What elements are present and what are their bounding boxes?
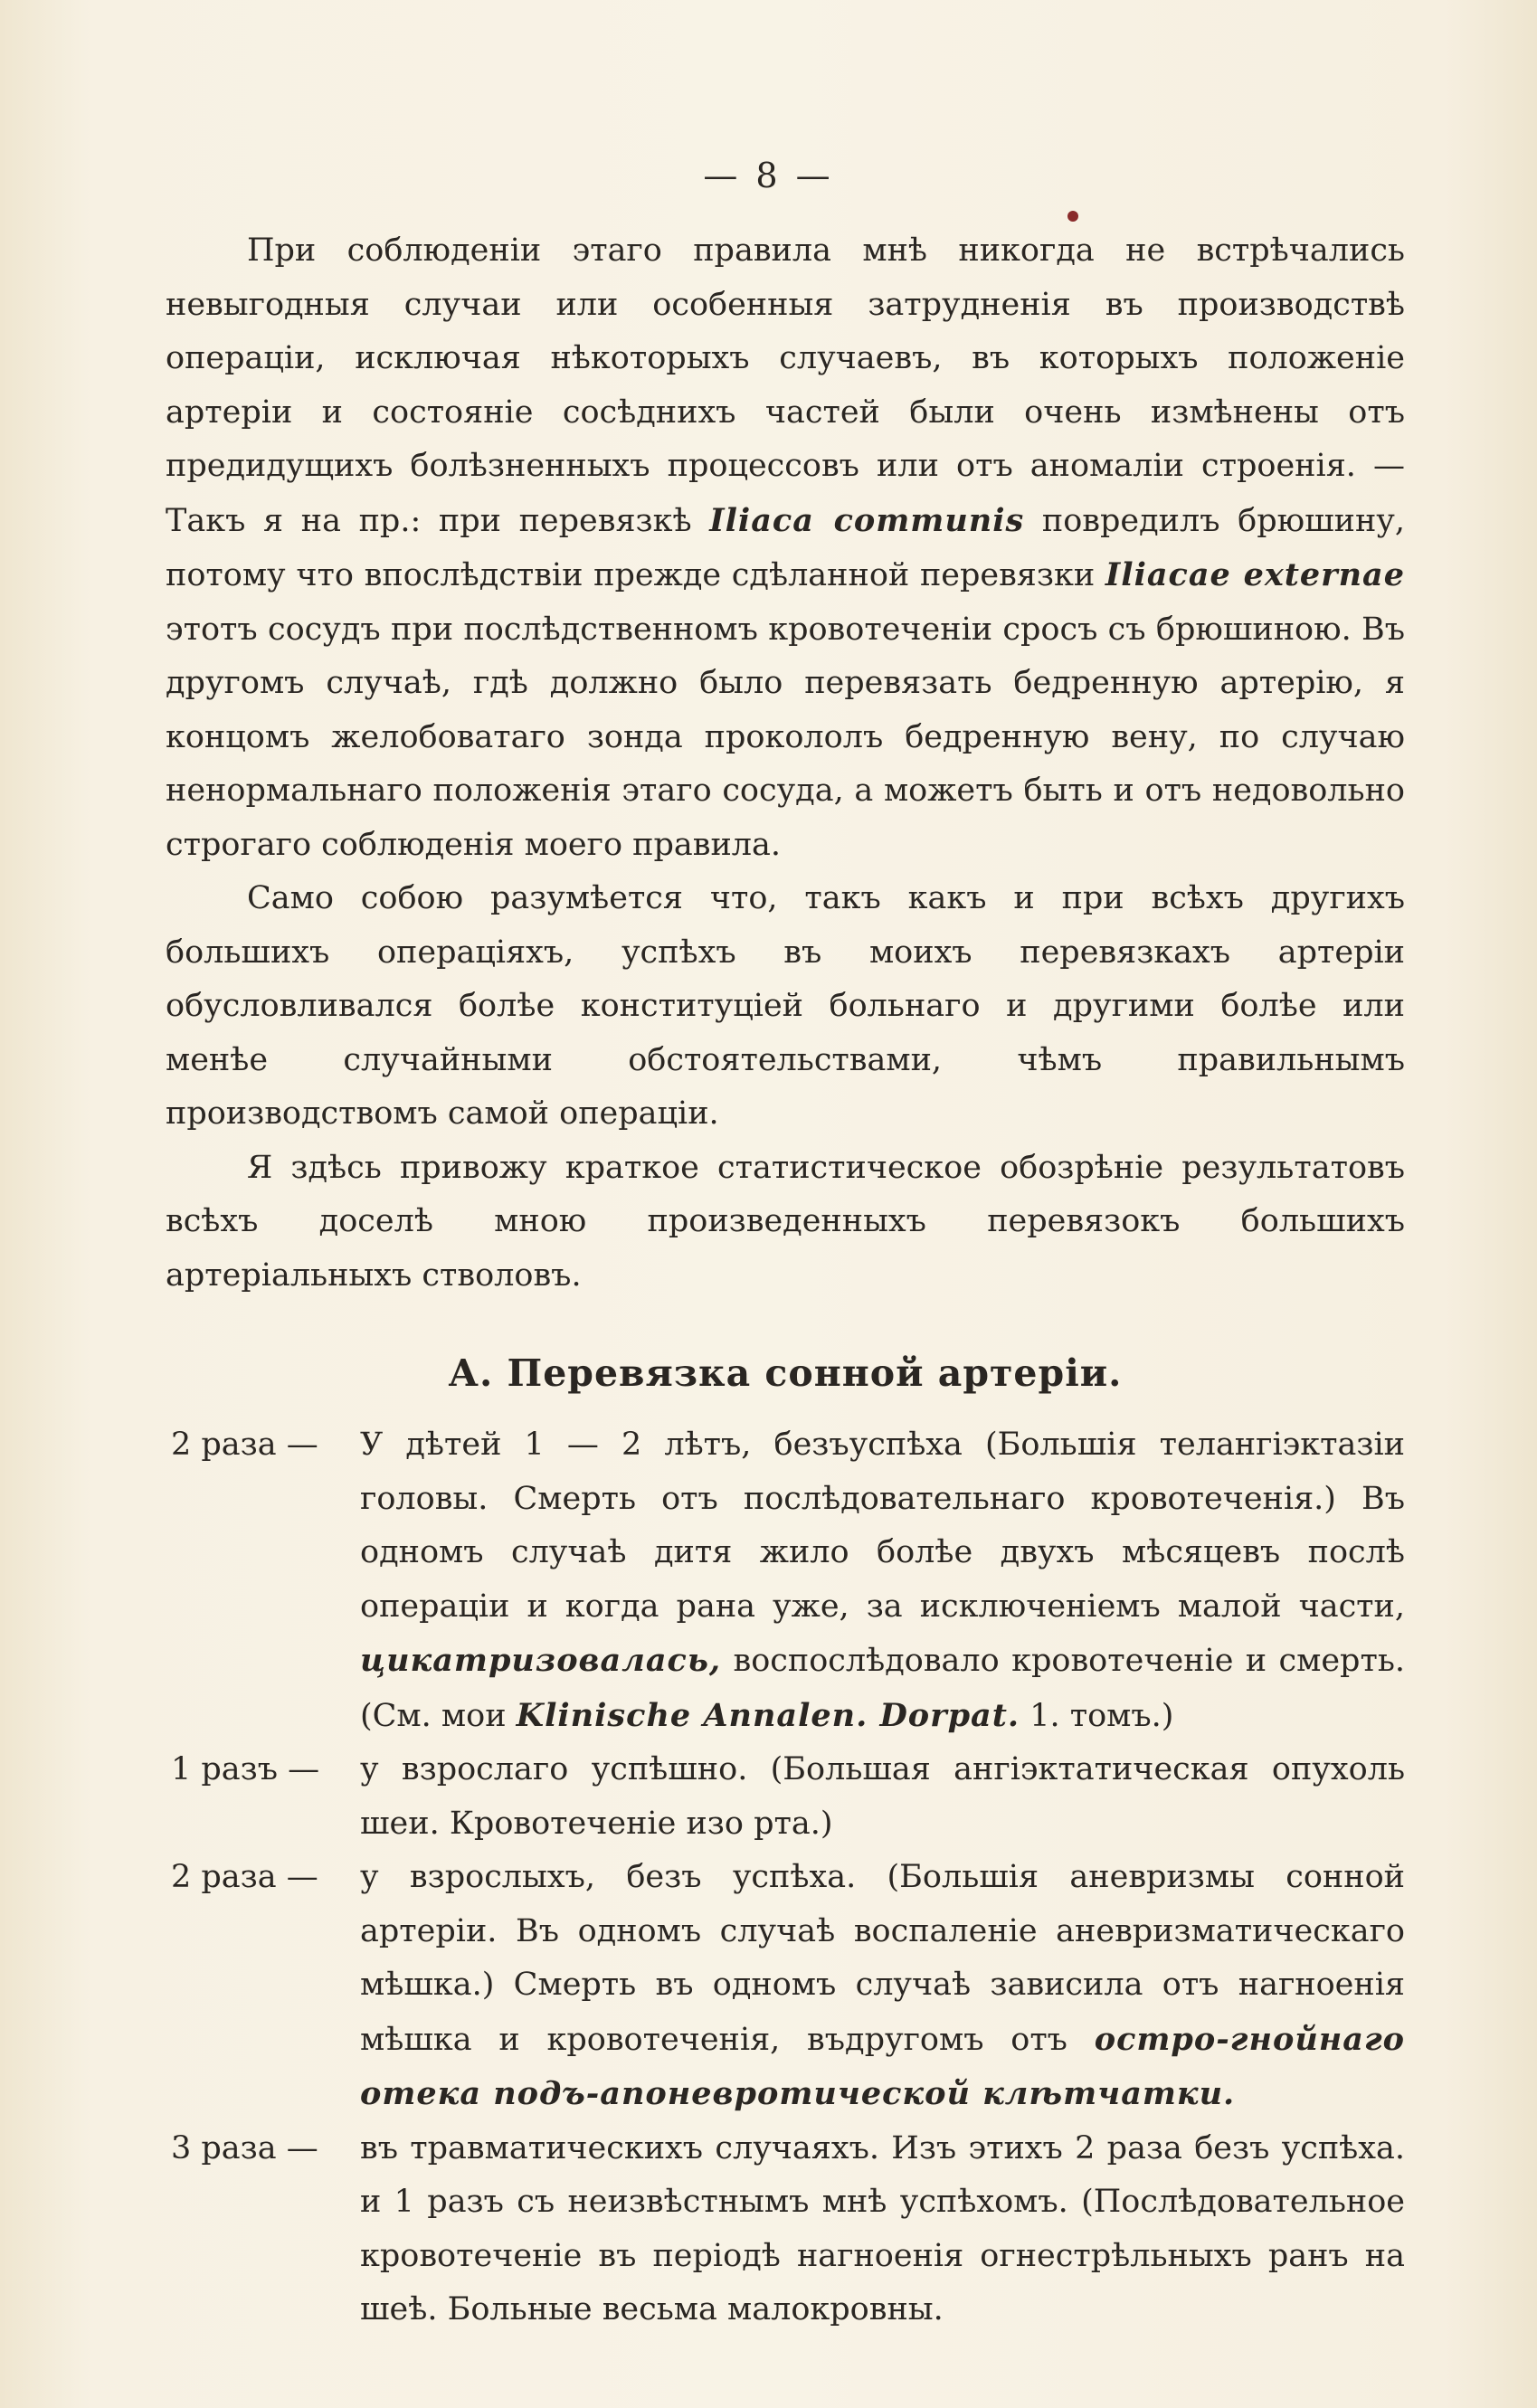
paragraph-2: Само собою разумѣется что, такъ какъ и при всѣхъ другихъ большихъ операціяхъ, успѣхъ въ моихъ перевязкахъ артеріи обусловливался болѣе конституціей больнаго и другими болѣе или менѣе случайными обстоятельствами, чѣмъ правильнымъ производствомъ самой операціи.: [166, 880, 1405, 1132]
emphasized-term: остро-гнойнаго отека подъ-апоневротической клѣтчатки.: [360, 2020, 1405, 2112]
entry-text: у взрослыхъ, безъ успѣха. (Большія аневризмы сонной артеріи. Въ одномъ случаѣ воспаленіе аневризматическаго мѣшка.) Смерть въ одномъ случаѣ зависила отъ нагноенія мѣшка и кровотеченія, въдругомъ отъ: [360, 1859, 1405, 2058]
paragraph-text: При соблюденіи этаго правила мнѣ никогда не встрѣчались невыгодныя случаи или особенныя затрудненія въ производствѣ операціи, исключая нѣкоторыхъ случаевъ, въ которыхъ положеніе артеріи и состояніе сосѣднихъ частей были очень измѣнены отъ предидущихъ болѣзненныхъ процессовъ или отъ аномаліи строенія. — Такъ я на пр.: при перевязкѣ: [166, 232, 1405, 539]
entry-text: воспослѣдовало кровотеченіе и смерть. (См. мои: [360, 1643, 1405, 1734]
section-title: А. Перевязка сонной артеріи.: [448, 1351, 1123, 1395]
paragraph-3: Я здѣсь привожу краткое статистическое обозрѣніе результатовъ всѣхъ доселѣ мною произведенныхъ перевязокъ большихъ артеріальныхъ стволовъ.: [166, 1149, 1405, 1294]
entry-text: въ травматическихъ случаяхъ. Изъ этихъ 2 раза безъ успѣха. и 1 разъ съ неизвѣстнымъ мнѣ успѣхомъ. (Послѣдовательное кровотеченіе въ періодѣ нагноенія огнестрѣльныхъ ранъ на шеѣ. Больные весьма малокровны.: [360, 2129, 1405, 2327]
paragraph-1: [166, 224, 1405, 872]
paragraph-text: повредилъ брюшину, потому что впослѣдствіи прежде сдѣланной перевязки: [166, 502, 1405, 593]
list-item: [166, 1418, 1405, 1743]
entry-text: 1. томъ.): [1020, 1697, 1174, 1734]
latin-term: Iliaca communis: [709, 501, 1025, 539]
entry-count: 1 разъ —: [171, 1751, 320, 1787]
entry-text: у взрослаго успѣшно. (Большая ангіэктатическая опухоль шеи. Кровотеченіе изо рта.): [360, 1751, 1405, 1842]
page-number: — 8 —: [703, 156, 834, 195]
entry-count: 3 раза —: [171, 2129, 318, 2166]
page-content: [166, 224, 1405, 2337]
entry-text: У дѣтей 1 — 2 лѣтъ, безъуспѣха (Большія телангіэктазіи головы. Смерть отъ послѣдовательнаго кровотеченія.) Въ одномъ случаѣ дитя жило болѣе двухъ мѣсяцевъ послѣ операціи и когда рана уже, за исключеніемъ малой части,: [360, 1427, 1405, 1625]
latin-term: Iliacae externae: [1105, 556, 1405, 593]
emphasized-term: цикатризовалась,: [360, 1642, 722, 1679]
entry-count: 2 раза —: [171, 1427, 318, 1463]
paragraph-text: этотъ сосудъ при послѣдственномъ кровотеченіи сросъ съ брюшиною. Въ другомъ случаѣ, гдѣ должно было перевязать бедренную артерію, я концомъ желобоватаго зонда прокололъ бедренную вену, по случаю ненормальнаго положенія этаго сосуда, а можетъ быть и отъ недовольно строгаго соблюденія моего правила.: [166, 611, 1405, 863]
list-item: [166, 1851, 1405, 2122]
list-item: [166, 2122, 1405, 2337]
entry-count: 2 раза —: [171, 1859, 318, 1895]
ink-mark: [1067, 211, 1078, 222]
list-item: [166, 1743, 1405, 1851]
citation: Klinische Annalen. Dorpat.: [516, 1696, 1020, 1734]
